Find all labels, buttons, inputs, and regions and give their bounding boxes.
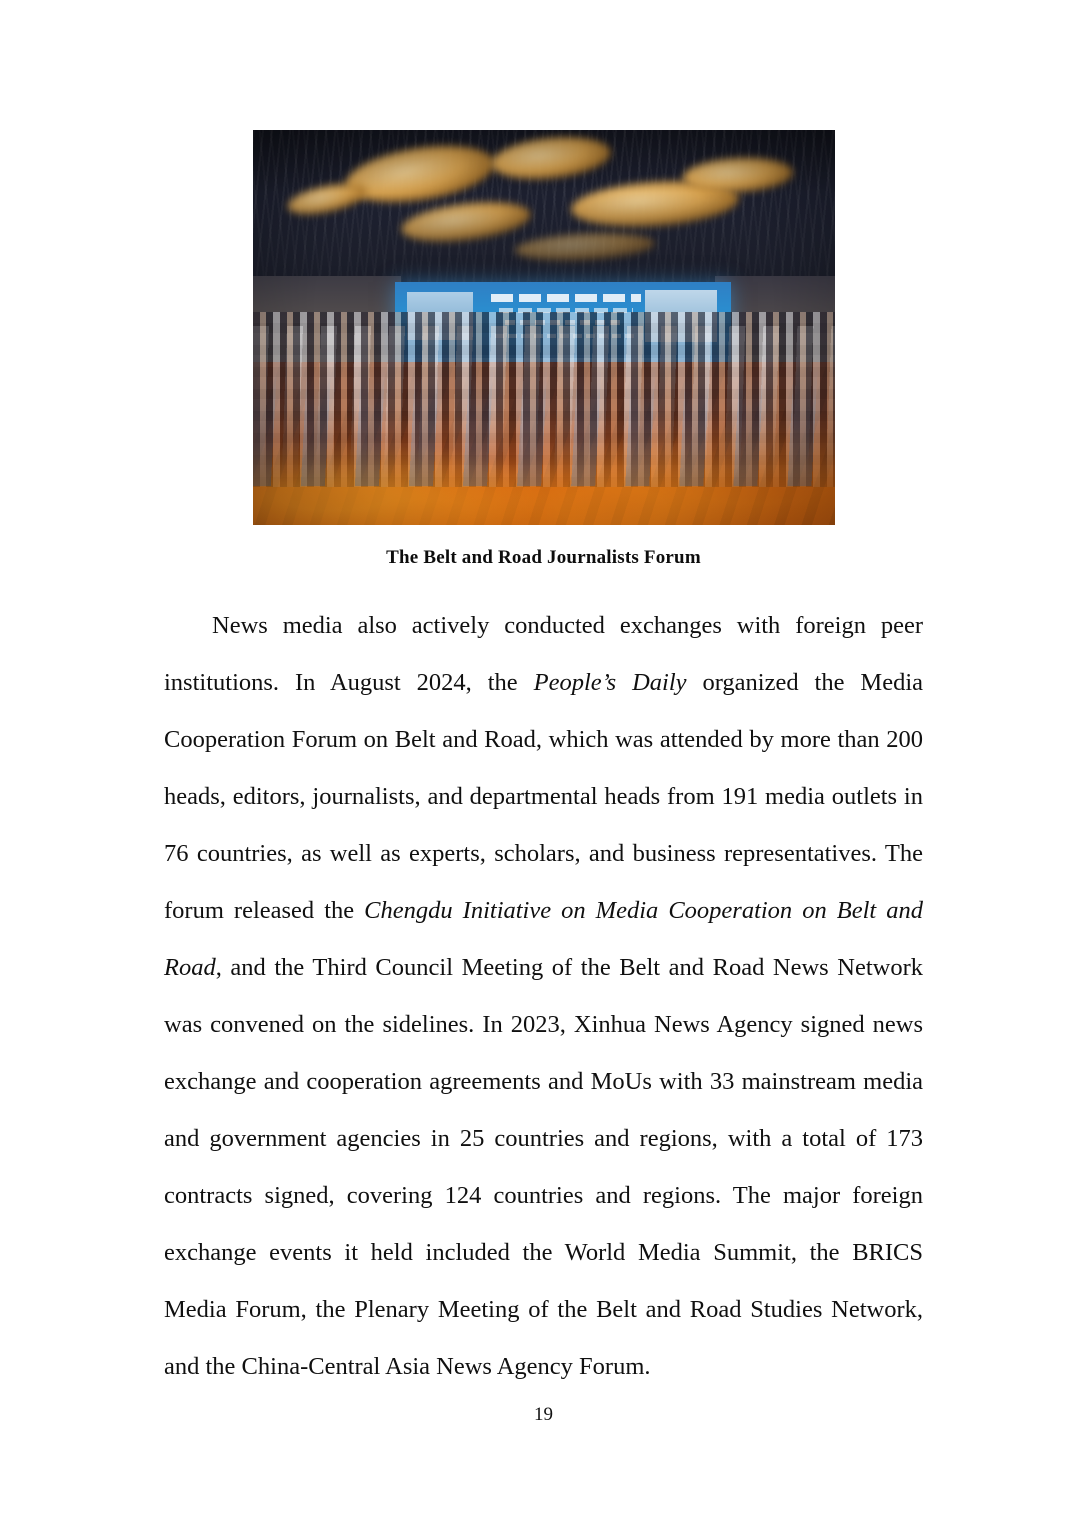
paragraph-part-1: News media also actively conducted exchanges with foreign peer institutions. In August 2024, the (164, 612, 923, 696)
figure-caption: The Belt and Road Journalists Forum (386, 547, 701, 568)
page-number: 19 (534, 1404, 553, 1425)
italic-peoples-daily: People’s Daily (533, 669, 687, 696)
ceiling-shading (253, 130, 835, 288)
audience-crowd (253, 312, 835, 487)
ceiling-decor (253, 130, 835, 288)
paragraph-part-3: , and the Third Council Meeting of the Belt and Road News Network was convened on the sidelines. In 2023, Xinhua News Agency signed news exchange and cooperation agreements and MoUs with 33 mainstream media and government agencies in 25 countries and regions, with a total of 173 contracts signed, covering 124 countries and regions. The major foreign exchange events it held included the World Media Summit, the BRICS Media Forum, the Plenary Meeting of the Belt and Road Studies Network, and the China-Central Asia News Agency Forum. (164, 954, 923, 1380)
paragraph-part-2: organized the Media Cooperation Forum on Belt and Road, which was attended by more than 200 heads, editors, journalists, and departmental heads from 191 media outlets in 76 countries, as well as experts, scholars, and business representatives. The forum released the (164, 669, 923, 924)
screen-text-line (491, 294, 641, 302)
body-paragraph (164, 597, 923, 1395)
italic-chengdu-initiative: Chengdu Initiative on Media Cooperation on Belt and Road (164, 897, 923, 981)
figure (164, 0, 923, 569)
belt-and-road-journalists-forum-photo (253, 130, 835, 525)
